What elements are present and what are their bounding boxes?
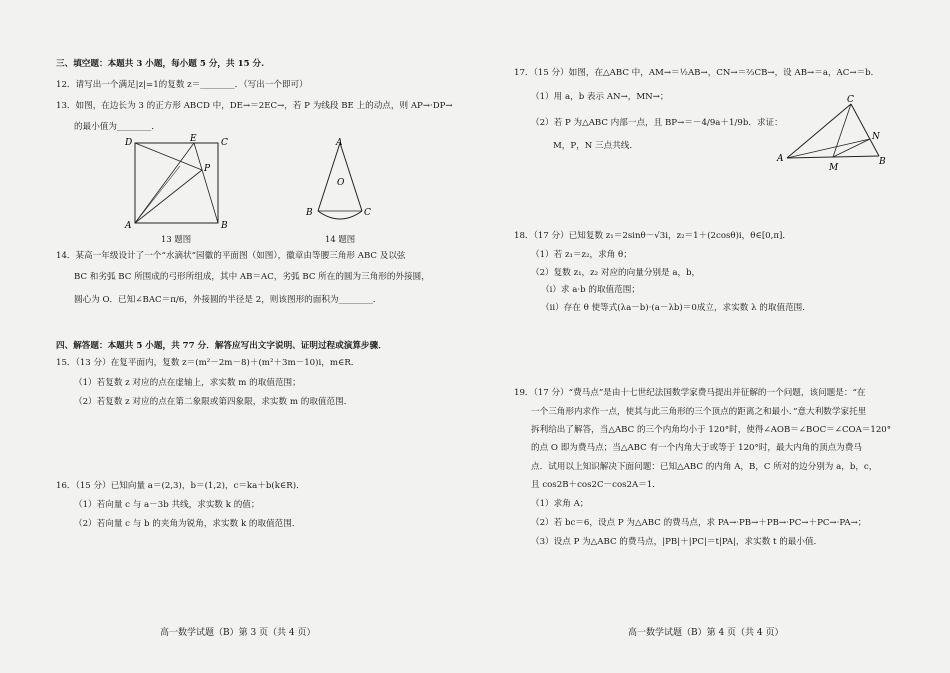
figure-14-caption: 14 题图 xyxy=(325,234,356,244)
question-12: 12．请写出一个满足|z|=1的复数 z＝________．（写出一个即可） xyxy=(56,80,308,90)
question-18-part2: （2）复数 z₁，z₂ 对应的向量分别是 a，b， xyxy=(531,268,701,278)
question-17-part1: （1）用 a，b 表示 AN→，MN→； xyxy=(531,92,669,102)
label-A: A xyxy=(777,154,784,164)
label-M: M xyxy=(829,163,839,173)
figure-13-square xyxy=(120,133,235,233)
question-19-line3: 拆利给出了解答，当△ABC 的三个内角均小于 120°时，使得∠AOB＝∠BOC＝∠COA＝120° xyxy=(531,425,892,435)
question-19-line1: 19．（17 分）“费马点”是由十七世纪法国数学家费马提出并征解的一个问题，该问题是：“在 xyxy=(514,388,866,398)
figure-13-caption: 13 题图 xyxy=(161,234,192,244)
figure-14-waterdrop xyxy=(302,135,382,230)
page-4 xyxy=(475,0,950,673)
question-13-line1: 13．如图，在边长为 3 的正方形 ABCD 中，DE→＝2EC→，若 P 为线段 BE 上的动点，则 AP→·DP→ xyxy=(56,101,453,111)
question-19-line4: 的点 O 即为费马点；当△ABC 有一个内角大于或等于 120°时，最大内角的顶点为费马 xyxy=(531,443,862,453)
question-19-line6: 且 cos2B＋cos2C－cos2A＝1． xyxy=(531,480,661,490)
question-18-part2-i: （i）求 a·b 的取值范围； xyxy=(541,285,640,295)
question-13-line2: 的最小值为________． xyxy=(74,122,160,132)
question-14-line3: 圆心为 O．已知∠BAC＝π/6，外接圆的半径是 2，则该图形的面积为________． xyxy=(74,295,382,305)
question-17: 17．（15 分）如图，在△ABC 中，AM→＝½AB→，CN→＝⅔CB→，设 AB→＝a，AC→＝b． xyxy=(514,68,880,78)
segment-AN xyxy=(787,139,870,158)
side-AC xyxy=(787,104,851,158)
question-19-part3: （3）设点 P 为△ABC 的费马点，|PB|＋|PC|＝t|PA|，求实数 t 的最小值． xyxy=(531,537,823,547)
question-19-part2: （2）若 bc＝6，设点 P 为△ABC 的费马点，求 PA→·PB→＋PB→·PC→＋PC→·PA→； xyxy=(531,518,867,528)
side-CB xyxy=(851,104,879,156)
question-16: 16．（15 分）已知向量 a＝(2,3)，b＝(1,2)，c＝ka＋b(k∈R)． xyxy=(56,481,305,491)
label-D: D xyxy=(125,138,133,148)
question-19-part1: （1）求角 A； xyxy=(531,499,589,509)
question-17-part2-cont: M，P，N 三点共线． xyxy=(553,141,638,151)
question-15-part1: （1）若复数 z 对应的点在虚轴上，求实数 m 的取值范围； xyxy=(74,378,301,388)
question-14-line1: 14．某高一年级设计了一个“水滴状”园徽的平面图（如图），徽章由等腰三角形 ABC 及以弦 xyxy=(56,251,406,261)
footer-page-4: 高一数学试题（B）第 4 页（共 4 页） xyxy=(628,628,784,638)
footer-page-3: 高一数学试题（B）第 3 页（共 4 页） xyxy=(160,628,316,638)
label-A: A xyxy=(125,221,132,231)
question-17-part2: （2）若 P 为△ABC 内部一点，且 BP→＝－4/9a＋1/9b．求证： xyxy=(531,118,783,128)
label-E: E xyxy=(190,134,197,144)
question-18: 18．（17 分）已知复数 z₁＝2sinθ－√3i，z₂＝1＋(2cosθ)i，θ∈[0,π]． xyxy=(514,231,791,241)
label-N: N xyxy=(872,132,880,142)
segment-BE xyxy=(194,143,218,223)
question-16-part1: （1）若向量 c 与 a－3b 共线，求实数 k 的值； xyxy=(74,500,260,510)
question-15-part2: （2）若复数 z 对应的点在第二象限或第四象限，求实数 m 的取值范围． xyxy=(74,397,353,407)
label-C: C xyxy=(221,138,228,148)
label-B: B xyxy=(306,208,313,218)
segment-DP xyxy=(135,143,202,170)
question-19-line5: 点．试用以上知识解决下面问题：已知△ABC 的内角 A，B，C 所对的边分别为 a，b，c， xyxy=(531,462,878,472)
label-A: A xyxy=(336,138,343,148)
label-P: P xyxy=(204,164,211,174)
label-O: O xyxy=(337,178,345,188)
label-B: B xyxy=(879,157,886,167)
question-18-part1: （1）若 z₁＝z₂，求角 θ； xyxy=(531,250,632,260)
question-15: 15．（13 分）在复平面内，复数 z＝(m²－2m－8)＋(m²＋3m－10)i，m∈R． xyxy=(56,358,360,368)
label-C: C xyxy=(364,208,371,218)
section-fill-in-heading: 三、填空题：本题共 3 小题，每小题 5 分，共 15 分. xyxy=(56,59,265,69)
figure-17-triangle xyxy=(775,94,890,176)
question-16-part2: （2）若向量 c 与 b 的夹角为锐角，求实数 k 的取值范围． xyxy=(74,519,301,529)
question-19-line2: 一个三角形内求作一点，使其与此三角形的三个顶点的距离之和最小．”意大利数学家托里 xyxy=(531,407,867,417)
section-answer-heading: 四、解答题：本题共 5 小题，共 77 分．解答应写出文字说明、证明过程或演算步骤． xyxy=(56,341,387,351)
question-14-line2: BC 和劣弧 BC 所围成的弓形所组成，其中 AB＝AC，劣弧 BC 所在的圆为三角形的外接圆， xyxy=(74,272,430,282)
label-B: B xyxy=(221,221,228,231)
label-C: C xyxy=(847,95,854,105)
question-18-part2-ii: （ii）存在 θ 使等式(λa－b)·(a－λb)＝0成立，求实数 λ 的取值范围． xyxy=(541,303,811,313)
